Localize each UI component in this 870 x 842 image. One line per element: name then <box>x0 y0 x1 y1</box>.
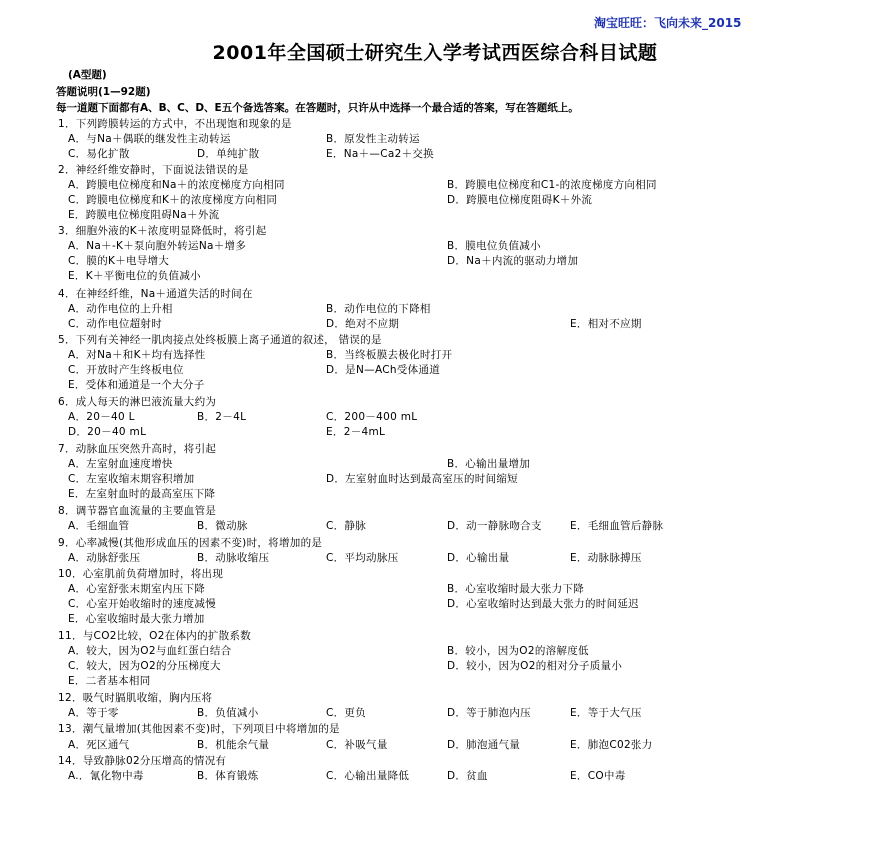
watermark: 淘宝旺旺：飞向未来_2015 <box>594 16 742 30</box>
question-stem: 6．成人每天的淋巴液流量大约为 <box>58 396 217 408</box>
question-stem: 2．神经纤维安静时，下面说法错误的是 <box>58 164 249 176</box>
answer-option: C．心室开始收缩时的速度减慢 <box>68 598 217 610</box>
answer-option: A．毛细血管 <box>68 520 130 532</box>
answer-option: A．20－40 L <box>68 411 135 423</box>
instruction: 每一道题下面都有A、B、C、D、E五个备选答案。在答题时，只许从中选择一个最合适的答案，写在答题纸上。 <box>56 102 579 114</box>
answer-option: E．2－4mL <box>326 426 386 438</box>
answer-option: C．更负 <box>326 707 367 719</box>
answer-option: E．毛细血管后静脉 <box>570 520 664 532</box>
answer-option: C．膜的K＋电导增大 <box>68 255 170 267</box>
answer-option: D．20－40 mL <box>68 426 147 438</box>
answer-note: 答题说明(1—92题) <box>56 86 151 98</box>
question-stem: 9．心率减慢(其他形成血压的因素不变)时，将增加的是 <box>58 537 323 549</box>
answer-option: C．静脉 <box>326 520 367 532</box>
answer-option: B．动作电位的下降相 <box>326 303 431 315</box>
answer-option: A．较大，因为O2与血红蛋白结合 <box>68 645 232 657</box>
answer-option: D．较小，因为O2的相对分子质量小 <box>447 660 623 672</box>
answer-option: B．当终板膜去极化时打开 <box>326 349 453 361</box>
answer-option: B．较小，因为O2的溶解度低 <box>447 645 589 657</box>
answer-option: B．2－4L <box>197 411 247 423</box>
question-stem: 8．调节器官血流量的主要血管是 <box>58 505 217 517</box>
answer-option: D．贫血 <box>447 770 488 782</box>
answer-option: B．原发性主动转运 <box>326 133 420 145</box>
answer-option: B．负值减小 <box>197 707 259 719</box>
question-stem: 11．与CO2比较，O2在体内的扩散系数 <box>58 630 252 642</box>
question-stem: 14．导致静脉02分压增高的情况有 <box>58 755 227 767</box>
answer-option: B．心室收缩时最大张力下降 <box>447 583 585 595</box>
answer-option: E．Na＋—Ca2＋交换 <box>326 148 434 160</box>
answer-option: D．绝对不应期 <box>326 318 400 330</box>
answer-option: A．等于零 <box>68 707 119 719</box>
answer-option: C．平均动脉压 <box>326 552 399 564</box>
answer-option: D．心室收缩时达到最大张力的时间延迟 <box>447 598 639 610</box>
answer-option: C．补吸气量 <box>326 739 388 751</box>
answer-option: E．相对不应期 <box>570 318 642 330</box>
answer-option: A．对Na＋和K＋均有选择性 <box>68 349 206 361</box>
answer-option: B．跨膜电位梯度和C1-的浓度梯度方向相同 <box>447 179 657 191</box>
question-stem: 4．在神经纤维，Na＋通道失活的时间在 <box>58 288 253 300</box>
question-stem: 13．潮气量增加(其他因素不变)时，下列项目中将增加的是 <box>58 723 340 735</box>
answer-option: E．心室收缩时最大张力增加 <box>68 613 205 625</box>
answer-option: B．心输出量增加 <box>447 458 531 470</box>
answer-option: A．心室舒张末期室内压下降 <box>68 583 206 595</box>
answer-option: A．跨膜电位梯度和Na＋的浓度梯度方向相同 <box>68 179 285 191</box>
answer-option: E．左室射血时的最高室压下降 <box>68 488 216 500</box>
answer-option: C．左室收缩末期容积增加 <box>68 473 195 485</box>
answer-option: D．左室射血时达到最高室压的时间缩短 <box>326 473 518 485</box>
answer-option: E．动脉脉搏压 <box>570 552 642 564</box>
answer-option: C．较大，因为O2的分压梯度大 <box>68 660 221 672</box>
answer-option: A．动作电位的上升相 <box>68 303 173 315</box>
answer-option: A．动脉舒张压 <box>68 552 141 564</box>
answer-option: B．体育锻炼 <box>197 770 259 782</box>
answer-option: B．动脉收缩压 <box>197 552 270 564</box>
answer-option: D．Na＋内流的驱动力增加 <box>447 255 579 267</box>
question-stem: 7．动脉血压突然升高时，将引起 <box>58 443 217 455</box>
answer-option: A.．氰化物中毒 <box>68 770 144 782</box>
answer-option: A．左室射血速度增快 <box>68 458 173 470</box>
answer-option: C．开放时产生终板电位 <box>68 364 184 376</box>
answer-option: B．机能余气量 <box>197 739 270 751</box>
question-stem: 12．吸气时膈肌收缩，胸内压将 <box>58 692 213 704</box>
answer-option: D．跨膜电位梯度阻碍K＋外流 <box>447 194 593 206</box>
answer-option: E．肺泡C02张力 <box>570 739 653 751</box>
question-stem: 3．细胞外液的K＋浓度明显降低时，将引起 <box>58 225 267 237</box>
question-stem: 5．下列有关神经一肌肉接点处终板膜上离子通道的叙述， 错误的是 <box>58 334 382 346</box>
answer-option: C．动作电位超射时 <box>68 318 163 330</box>
answer-option: E．CO中毒 <box>570 770 626 782</box>
answer-option: D．等于肺泡内压 <box>447 707 531 719</box>
answer-option: C．心输出量降低 <box>326 770 410 782</box>
question-stem: 1．下列跨膜转运的方式中，不出现饱和现象的是 <box>58 118 292 130</box>
answer-option: E．跨膜电位梯度阻碍Na＋外流 <box>68 209 220 221</box>
page-title: 2001年全国硕士研究生入学考试西医综合科目试题 <box>212 42 658 64</box>
answer-option: D．心输出量 <box>447 552 510 564</box>
answer-option: C．易化扩散 <box>68 148 130 160</box>
answer-option: B．膜电位负值减小 <box>447 240 541 252</box>
answer-option: E．二者基本相同 <box>68 675 151 687</box>
answer-option: E．等于大气压 <box>570 707 642 719</box>
answer-option: C．200－400 mL <box>326 411 418 423</box>
answer-option: E．K＋平衡电位的负值减小 <box>68 270 201 282</box>
answer-option: B．微动脉 <box>197 520 248 532</box>
answer-option: D．动一静脉吻合支 <box>447 520 542 532</box>
answer-option: C．跨膜电位梯度和K＋的浓度梯度方向相同 <box>68 194 278 206</box>
question-stem: 10．心室肌前负荷增加时，将出现 <box>58 568 224 580</box>
answer-option: A．死区通气 <box>68 739 130 751</box>
answer-option: E．受体和通道是一个大分子 <box>68 379 205 391</box>
answer-option: D．肺泡通气量 <box>447 739 521 751</box>
section-type: (A型题) <box>68 69 107 81</box>
answer-option: D．是N—ACh受体通道 <box>326 364 441 376</box>
answer-option: A．Na＋-K＋泵向胞外转运Na＋增多 <box>68 240 247 252</box>
answer-option: D．单纯扩散 <box>197 148 260 160</box>
answer-option: A．与Na＋偶联的继发性主动转运 <box>68 133 231 145</box>
